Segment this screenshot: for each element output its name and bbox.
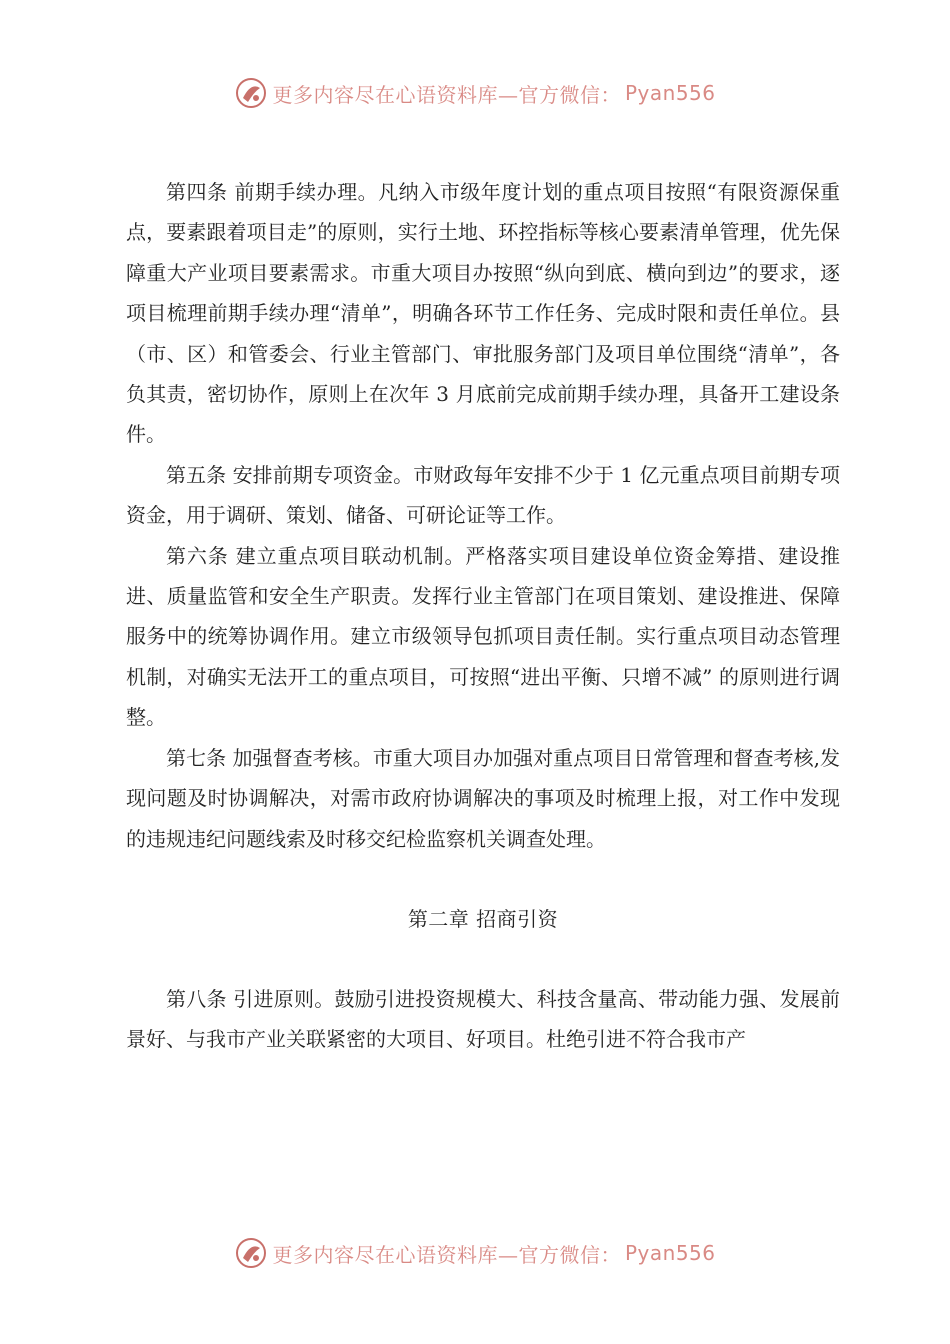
article-4: 第四条 前期手续办理。凡纳入市级年度计划的重点项目按照“有限资源保重点，要素跟着项目走”的原则，实行土地、环控指标等核心要素清单管理，优先保障重大产业项目要素需求。市重大项目办按照“纵向到底、横向到边”的要求，逐项目梳理前期手续办理“清单”，明确各环节工作任务、完成时限和责任单位。县（市、区）和管委会、行业主管部门、审批服务部门及项目单位围绕“清单”，各负其责，密切协作，原则上在次年 3 月底前完成前期手续办理，具备开工建设条件。 (126, 180, 840, 447)
document-body (126, 172, 840, 1060)
header-watermark (0, 76, 950, 110)
logo-seal-icon (234, 76, 268, 110)
article-7: 第七条 加强督查考核。市重大项目办加强对重点项目日常管理和督查考核,发现问题及时协调解决，对需市政府协调解决的事项及时梳理上报，对工作中发现的违规违纪问题线索及时移交纪检监察机关调查处理。 (126, 745, 840, 851)
logo-seal-icon (234, 1236, 268, 1270)
watermark-code: Pyan556 (624, 81, 716, 105)
chapter-title: 第二章 招商引资 (407, 906, 559, 931)
watermark-text: 更多内容尽在心语资料库—官方微信： (272, 1242, 621, 1267)
article-8: 第八条 引进原则。鼓励引进投资规模大、科技含量高、带动能力强、发展前景好、与我市产业关联紧密的大项目、好项目。杜绝引进不符合我市产 (126, 986, 840, 1052)
article-6: 第六条 建立重点项目联动机制。严格落实项目建设单位资金筹措、建设推进、质量监管和安全生产职责。发挥行业主管部门在项目策划、建设推进、保障服务中的统筹协调作用。建立市级领导包抓项目责任制。实行重点项目动态管理机制，对确实无法开工的重点项目，可按照“进出平衡、只增不减” 的原则进行调整。 (126, 543, 840, 730)
watermark-text: 更多内容尽在心语资料库—官方微信： (272, 82, 621, 107)
footer-watermark (0, 1236, 950, 1270)
watermark-code: Pyan556 (624, 1241, 716, 1265)
article-5: 第五条 安排前期专项资金。市财政每年安排不少于 1 亿元重点项目前期专项资金，用于调研、策划、储备、可研论证等工作。 (126, 462, 840, 528)
